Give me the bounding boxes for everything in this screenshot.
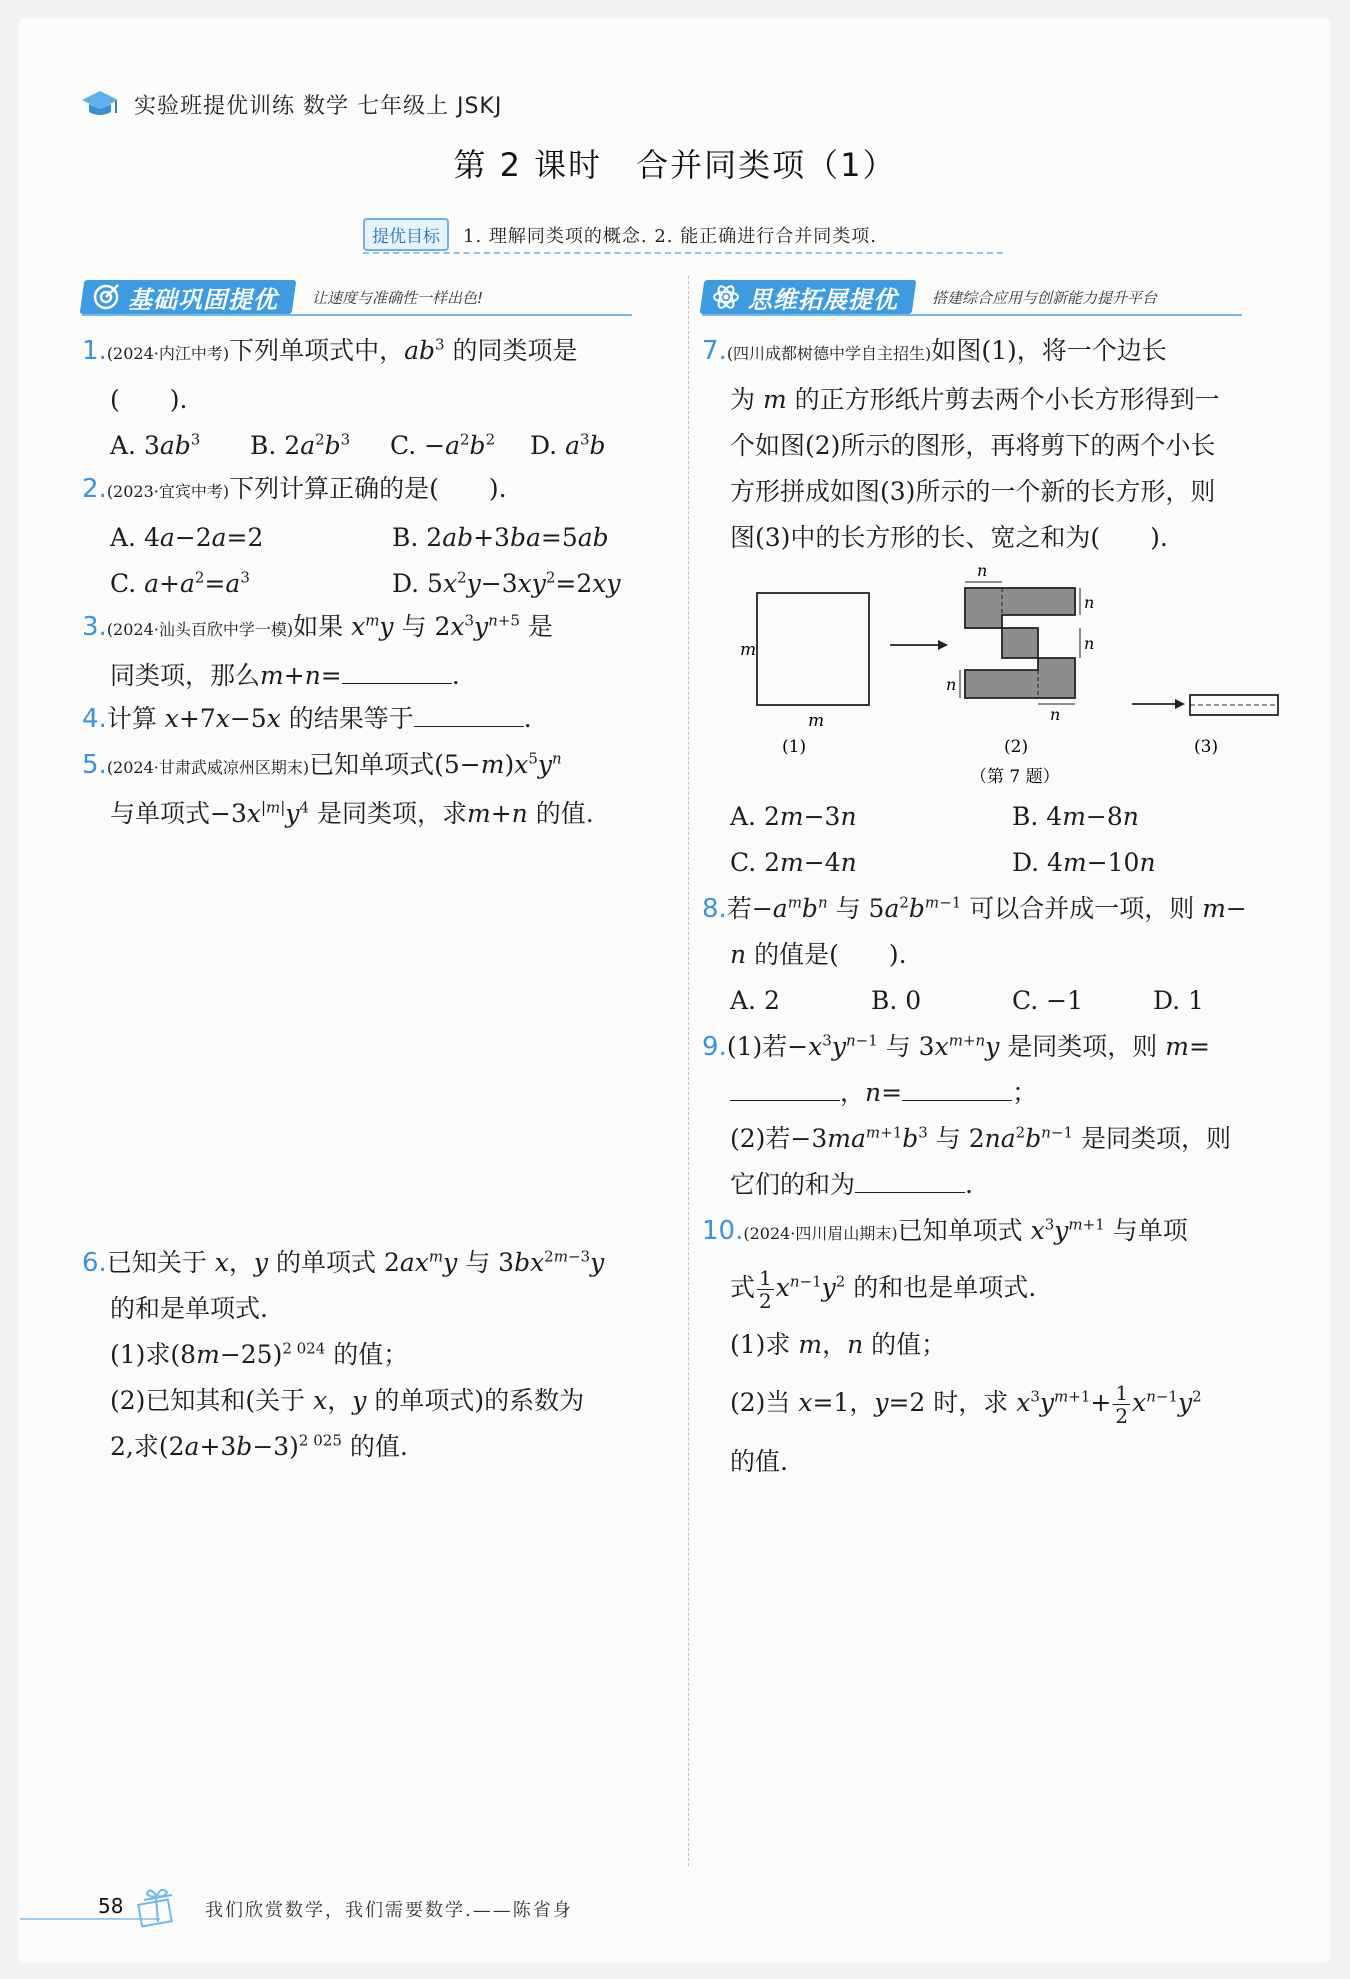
figure-2-n-label-right-top: n: [1084, 593, 1095, 612]
target-label: 提优目标: [363, 218, 449, 251]
option-c: C. $a+a^2=a^3$: [110, 568, 250, 598]
option-a: A. 2m−3n: [730, 802, 857, 831]
question-5: 5.(2024·甘肃武威凉州区期末)已知单项式$(5-m)x^5y^n$ 与单项式$-3x^{|m|}y^4$ 是同类项，求m+n 的值.: [82, 749, 594, 828]
option-b: B. 0: [871, 986, 922, 1015]
option-a: A. $3ab^3$: [110, 430, 201, 460]
right-banner-underline: [702, 314, 1242, 316]
option-a: A. 2: [730, 986, 780, 1015]
figure-1-side-label: m: [740, 640, 757, 660]
question-stem: 下列单项式中，: [229, 336, 405, 365]
answer-blank[interactable]: [414, 698, 524, 727]
answer-blank-sum[interactable]: [855, 1164, 965, 1193]
left-banner-title: 基础巩固提优: [128, 285, 278, 314]
figure-2-n-label-bottom: n: [1050, 705, 1061, 724]
question-source: (2024·汕头百欣中学一模): [106, 620, 294, 639]
arrow-1-head: [938, 640, 948, 650]
question-number: 9.: [702, 1032, 727, 1062]
question-3: 3.(2024·汕头百欣中学一模)如果 $x^my$ 与 $2x^3y^{n+5}$ 是 同类项，那么m+n= .: [82, 611, 553, 690]
figure-label-1: (1): [782, 737, 807, 757]
left-banner-sub: 让速度与准确性一样出色!: [312, 288, 484, 307]
option-d: D. 1: [1153, 986, 1204, 1015]
question-4: 4.计算 x+7x−5x 的结果等于 .: [82, 696, 672, 742]
question-number: 1.: [82, 336, 107, 366]
column-divider: [688, 276, 689, 1866]
question-1: 1.(2024·内江中考)下列单项式中，$ab^3$ 的同类项是 ( ). A. $3ab^3$ B. $2a^2b^3$ C. $-a^2b^2$ D. $a^3b$: [82, 328, 672, 469]
question-source: (2024·内江中考): [106, 344, 230, 363]
answer-blank[interactable]: [342, 655, 452, 684]
question-2: [82, 466, 672, 607]
option-d: D. 4m−10n: [1012, 848, 1156, 877]
right-banner-sub: 搭建综合应用与创新能力提升平台: [932, 288, 1158, 307]
question-source: (2024·四川眉山期末): [743, 1224, 898, 1243]
question-7-figure: [720, 560, 1300, 800]
target-text: 1. 理解同类项的概念. 2. 能正确进行合并同类项.: [463, 225, 877, 247]
gift-box-icon: [130, 1884, 184, 1930]
left-banner-underline: [82, 314, 632, 316]
right-section-banner: [702, 278, 1157, 316]
question-number: 10.: [702, 1216, 744, 1246]
learning-target: [363, 218, 877, 251]
question-6: 6.已知关于 x，y 的单项式 $2ax^my$ 与 $3bx^{2m-3}y$ 的和是单项式. (1)求$(8m-25)^{2 024}$ 的值； (2)已知其和(关于 x，y 的单项式)的系数为 2,求$(2a+3b-3)^{2 025}$ 的值.: [82, 1247, 605, 1461]
option-c: C. 2m−4n: [730, 848, 857, 877]
question-9: 9.(1)若$-x^3y^{n-1}$ 与 $3x^{m+n}y$ 是同类项，则 m= ，n= ； (2)若$-3ma^{m+1}b^3$ 与 $2na^2b^{n-1}$ 是同类项，则 它们的和为 .: [702, 1031, 1231, 1199]
question-7-options: [702, 794, 1302, 886]
book-title: 实验班提优训练 数学 七年级上 JSKJ: [134, 93, 503, 119]
answer-blank-n[interactable]: [902, 1072, 1012, 1101]
question-number: 6.: [82, 1248, 107, 1278]
option-b: B. 4m−8n: [1012, 802, 1139, 831]
figure-2-n-label-right-mid: n: [1084, 634, 1095, 653]
page-number: 58: [98, 1894, 124, 1918]
page-footer: [0, 1880, 1350, 1940]
option-b: B. $2a^2b^3$: [250, 430, 351, 460]
question-number: 2.: [82, 474, 107, 504]
question-source: (四川成都树德中学自主招生): [726, 344, 932, 363]
answer-blank-m[interactable]: [730, 1072, 840, 1101]
question-7: 7.(四川成都树德中学自主招生)如图(1)，将一个边长 为 m 的正方形纸片剪去两个小长方形得到一 个如图(2)所示的图形，再将剪下的两个小长 方形拼成如图(3)所示的一个新的长方形，则 图(3)中的长方形的长、宽之和为( ).: [702, 336, 1220, 552]
question-number: 5.: [82, 750, 107, 780]
question-number: 3.: [82, 612, 107, 642]
figure-label-3: (3): [1194, 737, 1219, 757]
atom-icon: [712, 283, 740, 311]
question-number: 8.: [702, 894, 727, 924]
question-number: 7.: [702, 336, 727, 366]
figure-caption: （第 7 题）: [970, 767, 1060, 787]
question-8: 8.若$-a^mb^n$ 与 $5a^2b^{m-1}$ 可以合并成一项，则 m− n 的值是( ). A. 2 B. 0 C. −1 D. 1: [702, 886, 1302, 1024]
graduation-cap-icon: [80, 89, 120, 119]
question-stem: 下列计算正确的是( ).: [229, 474, 507, 503]
figure-1-square: [757, 593, 869, 705]
footer-quote: 我们欣赏数学，我们需要数学.——陈省身: [205, 1900, 573, 1921]
arrow-2-head: [1175, 699, 1185, 709]
left-section-banner: [82, 278, 483, 316]
figure-1-bottom-label: m: [808, 711, 825, 731]
target-divider: [363, 252, 1003, 254]
option-d: D. $a^3b$: [530, 430, 606, 460]
question-source: (2023·宜宾中考): [106, 482, 230, 501]
question-10: 10.(2024·四川眉山期末)已知单项式 $x^3y^{m+1}$ 与单项 式 $\frac{1}{2}$ $x^{n-1}y^2$ 的和也是单项式. (1)求 m，n 的值； (2)当 x=1，y=2 时，求 $x^3y^{m+1}+$ $\frac{1}{2}$ $x^{n-1}y^2$ 的值.: [702, 1215, 1202, 1476]
figure-label-2: (2): [1004, 737, 1029, 757]
option-c: C. −1: [1012, 986, 1083, 1015]
option-d: D. $5x^2y-3xy^2=2xy$: [392, 568, 621, 598]
figure-2-n-label-top: n: [977, 561, 988, 580]
option-b: B. 2ab+3ba=5ab: [392, 523, 609, 552]
figure-2-shape: [965, 588, 1075, 698]
answer-paren: ( ).: [110, 385, 188, 414]
lesson-title: 第 2 课时 合并同类项（1）: [453, 146, 897, 184]
question-stem: 的同类项是: [452, 336, 578, 365]
book-header: [80, 84, 502, 124]
figure-2-n-label-left: n: [946, 675, 957, 694]
question-source: (2024·甘肃武威凉州区期末): [106, 758, 310, 777]
question-number: 4.: [82, 704, 107, 734]
option-a: A. 4a−2a=2: [110, 523, 264, 552]
option-c: C. $-a^2b^2$: [390, 430, 496, 460]
target-icon: [92, 283, 120, 311]
right-banner-title: 思维拓展提优: [748, 285, 898, 314]
